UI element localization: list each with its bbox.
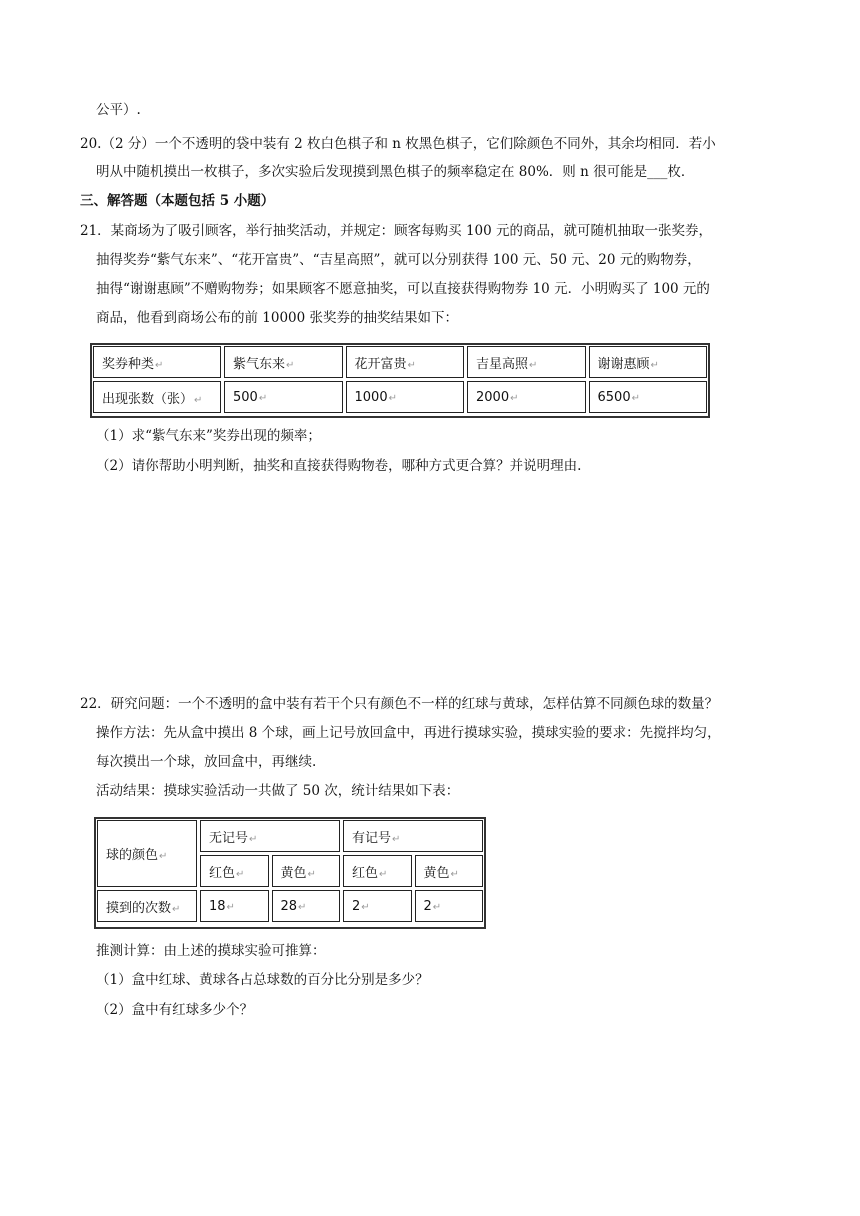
question-21-line-1: 21．某商场为了吸引顾客，举行抽奖活动，并规定：顾客每购买 100 元的商品，就可随机抽取一张奖券， <box>80 223 713 239</box>
question-22-line-1: 22．研究问题：一个不透明的盒中装有若干个只有颜色不一样的红球与黄球，怎样估算不同颜色球的数量？ <box>80 696 719 712</box>
table-header-cell: 奖券种类↵ <box>93 346 221 378</box>
table-header-cell: 黄色↵ <box>415 855 484 887</box>
table-cell: 2↵ <box>415 890 484 922</box>
question-22-part-2: （2）盒中有红球多少个？ <box>96 1002 254 1018</box>
question-22-inference: 推测计算：由上述的摸球实验可推算： <box>96 943 326 959</box>
question-22-line-2: 操作方法：先从盒中摸出 8 个球，画上记号放回盒中，再进行摸球实验，摸球实验的要求：先搅拌均匀， <box>96 725 721 741</box>
table-cell: 摸到的次数↵ <box>97 890 197 922</box>
table-cell: 500↵ <box>224 381 343 413</box>
question-21-part-1: （1）求“紫气东来”奖券出现的频率； <box>96 428 321 444</box>
question-22-line-4: 活动结果：摸球实验活动一共做了 50 次，统计结果如下表： <box>96 783 460 799</box>
question-22-part-1: （1）盒中红球、黄球各占总球数的百分比分别是多少？ <box>96 972 429 988</box>
table-cell: 2000↵ <box>467 381 586 413</box>
text-line: 公平）. <box>96 102 141 118</box>
table-header-cell: 黄色↵ <box>272 855 341 887</box>
table-cell: 出现张数（张）↵ <box>93 381 221 413</box>
table-cell: 1000↵ <box>346 381 465 413</box>
table-cell: 18↵ <box>200 890 269 922</box>
question-21-part-2: （2）请你帮助小明判断，抽奖和直接获得购物卷，哪种方式更合算？并说明理由. <box>96 458 582 474</box>
table-header-cell: 红色↵ <box>200 855 269 887</box>
table-header-cell: 红色↵ <box>343 855 412 887</box>
ball-table <box>94 817 486 925</box>
question-21-line-4: 商品，他看到商场公布的前 10000 张奖券的抽奖结果如下： <box>96 310 459 326</box>
table-row <box>93 381 707 413</box>
table-header-cell: 紫气东来↵ <box>224 346 343 378</box>
table-header-cell: 有记号↵ <box>343 820 483 852</box>
table-row <box>97 890 483 922</box>
table-row <box>97 820 483 852</box>
table-header-cell: 花开富贵↵ <box>346 346 465 378</box>
table-header-cell: 谢谢惠顾↵ <box>589 346 708 378</box>
table-cell: 6500↵ <box>589 381 708 413</box>
table-row <box>93 346 707 378</box>
question-21-line-3: 抽得“谢谢惠顾”不赠购物券；如果顾客不愿意抽奖，可以直接获得购物券 10 元．小明购买了 100 元的 <box>96 281 710 297</box>
question-22-line-3: 每次摸出一个球，放回盒中，再继续. <box>96 754 317 770</box>
table-cell: 28↵ <box>272 890 341 922</box>
prize-table <box>90 343 710 416</box>
table-header-cell: 无记号↵ <box>200 820 340 852</box>
question-20-line-2: 明从中随机摸出一枚棋子，多次实验后发现摸到黑色棋子的频率稳定在 80%．则 n 很可能是___枚． <box>96 164 695 180</box>
table-header-cell: 吉星高照↵ <box>467 346 586 378</box>
table-cell: 2↵ <box>343 890 412 922</box>
table-header-cell: 球的颜色↵ <box>97 820 197 887</box>
question-20-line-1: 20.（2 分）一个不透明的袋中装有 2 枚白色棋子和 n 枚黑色棋子，它们除颜色不同外，其余均相同．若小 <box>80 136 716 152</box>
section-heading: 三、解答题（本题包括 5 小题） <box>80 193 275 209</box>
question-21-line-2: 抽得奖券“紫气东来”、“花开富贵”、“吉星高照”，就可以分别获得 100 元、50 元、20 元的购物券， <box>96 252 701 268</box>
